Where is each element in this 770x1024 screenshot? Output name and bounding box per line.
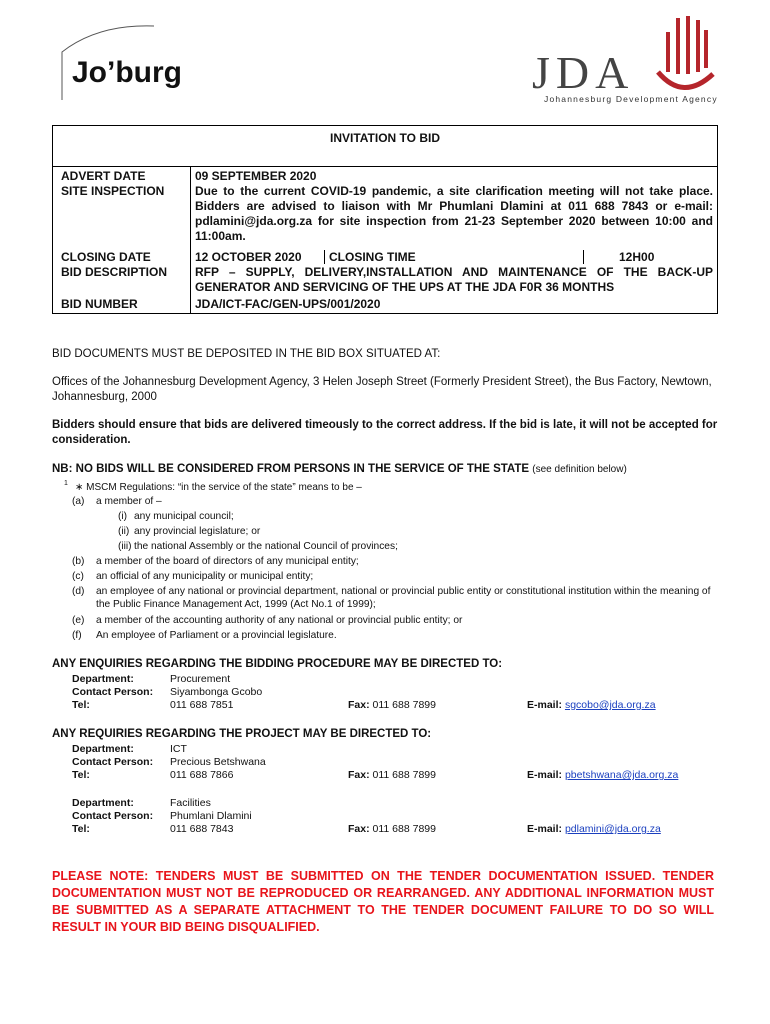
tel-label: Tel: [72,769,90,781]
list-item: any provincial legislature; or [134,526,261,537]
nb-notice [52,462,732,477]
tel-value: 011 688 7866 [170,769,234,781]
nb-text: NB: NO BIDS WILL BE CONSIDERED FROM PERSONS IN THE SERVICE OF THE STATE [52,463,530,475]
bidding-enquiries-heading: ANY ENQUIRIES REGARDING THE BIDDING PROCEDURE MAY BE DIRECTED TO: [52,658,503,670]
jda-logo [528,12,728,107]
nb-suffix: (see definition below) [532,464,627,475]
page-title: INVITATION TO BID [330,131,440,145]
list-mark: (f) [72,630,82,641]
site-inspection-label: SITE INSPECTION [61,184,165,198]
department-value: ICT [170,743,187,755]
list-mark: (d) [72,586,85,597]
contact-label: Contact Person: [72,756,154,768]
list-item: the national Assembly or the national Council of provinces; [134,541,398,552]
advert-date-label: ADVERT DATE [61,169,146,183]
department-label: Department: [72,743,134,755]
bid-description-value: RFP – SUPPLY, DELIVERY,INSTALLATION AND MAINTENANCE OF THE BACK-UP GENERATOR AND SERVICING OF THE UPS AT THE JDA F0R 36 MONTHS [195,265,713,294]
email-field: E-mail: pbetshwana@jda.org.za [527,769,679,781]
footnote-mark: 1 [64,480,68,487]
department-label: Department: [72,797,134,809]
bid-details-table [52,166,718,314]
contact-value: Phumlani Dlamini [170,810,252,822]
tel-label: Tel: [72,699,90,711]
list-mark: (ii) [118,526,130,537]
bid-number-value: JDA/ICT-FAC/GEN-UPS/001/2020 [195,297,381,311]
jda-subtitle: Johannesburg Development Agency [544,94,718,104]
tel-value: 011 688 7851 [170,699,234,711]
list-item: any municipal council; [134,511,234,522]
list-item: an official of any municipality or municipal entity; [96,571,314,582]
list-item: a member of – [96,496,162,507]
list-item: a member of the board of directors of any municipal entity; [96,556,359,567]
fax-field: Fax: 011 688 7899 [348,823,436,835]
email-link[interactable]: pdlamini@jda.org.za [564,823,661,835]
contact-label: Contact Person: [72,686,154,698]
fax-field: Fax: 011 688 7899 [348,699,436,711]
jda-logo-text: JDA [532,47,635,98]
list-item: An employee of Parliament or a provincial legislature. [96,630,337,641]
joburg-logo [58,22,182,102]
fax-field: Fax: 011 688 7899 [348,769,436,781]
deposit-address: Offices of the Johannesburg Development Agency, 3 Helen Joseph Street (Formerly President Street), the Bus Factory, Newtown, Johannesburg, 2000 [52,376,712,403]
closing-date-label: CLOSING DATE [61,250,151,264]
mscm-line: ∗ MSCM Regulations: “in the service of the state” means to be – [75,482,362,493]
list-mark: (e) [72,615,85,626]
contact-value: Precious Betshwana [170,756,266,768]
list-mark: (b) [72,556,85,567]
bid-description-label: BID DESCRIPTION [61,265,168,279]
list-item: an employee of any national or provincial department, national or provincial public entity or constitutional institution within the meaning of the Public Finance Management Act, 1999 (Act No.1 of 1999); [96,586,711,610]
bid-number-label: BID NUMBER [61,297,138,311]
list-item: a member of the accounting authority of any national or provincial public entity; or [96,615,463,626]
site-inspection-value: Due to the current COVID-19 pandemic, a site clarification meeting will not take place. Bidders are advised to liaison with Mr Phumlani Dlamini at 011 688 7843 or e-mail: pdlamini@jda.org.za for site inspection from 21-23 September 2020 between 10:00 and 11:00am. [195,184,713,243]
email-field: E-mail: pdlamini@jda.org.za [527,823,661,835]
contact-value: Siyambonga Gcobo [170,686,263,698]
email-link[interactable]: pbetshwana@jda.org.za [564,769,679,781]
timeliness-note: Bidders should ensure that bids are delivered timeously to the correct address. If the bid is late, it will not be accepted for consideration. [52,419,718,446]
department-value: Procurement [170,673,231,685]
contact-label: Contact Person: [72,810,154,822]
closing-time-label: CLOSING TIME [329,250,416,264]
list-mark: (c) [72,571,84,582]
closing-time-value: 12H00 [619,250,655,264]
deposit-heading: BID DOCUMENTS MUST BE DEPOSITED IN THE BID BOX SITUATED AT: [52,348,441,360]
list-mark: (iii) [118,541,132,552]
joburg-logo-text: Jo’burg [72,56,182,89]
department-value: Facilities [170,797,211,809]
tel-value: 011 688 7843 [170,823,234,835]
closing-date-value: 12 OCTOBER 2020 [195,250,302,264]
email-field: E-mail: sgcobo@jda.org.za [527,699,656,711]
disqualification-notice: PLEASE NOTE: TENDERS MUST BE SUBMITTED ON THE TENDER DOCUMENTATION ISSUED. TENDER DOCUMENTATION MUST NOT BE REPRODUCED OR REARRANGED. ANY ADDITIONAL INFORMATION MUST BE SUBMITTED AS A SEPARATE ATTACHMENT TO THE TENDER DOCUMENT FAILURE TO DO SO WILL RESULT IN YOUR BID BEING DISQUALIFIED. [52,869,714,934]
advert-date-value: 09 SEPTEMBER 2020 [195,169,317,183]
email-link[interactable]: sgcobo@jda.org.za [564,699,656,711]
list-mark: (i) [118,511,128,522]
project-enquiries-heading: ANY REQUIRIES REGARDING THE PROJECT MAY BE DIRECTED TO: [52,728,432,740]
list-mark: (a) [72,496,85,507]
department-label: Department: [72,673,134,685]
tel-label: Tel: [72,823,90,835]
